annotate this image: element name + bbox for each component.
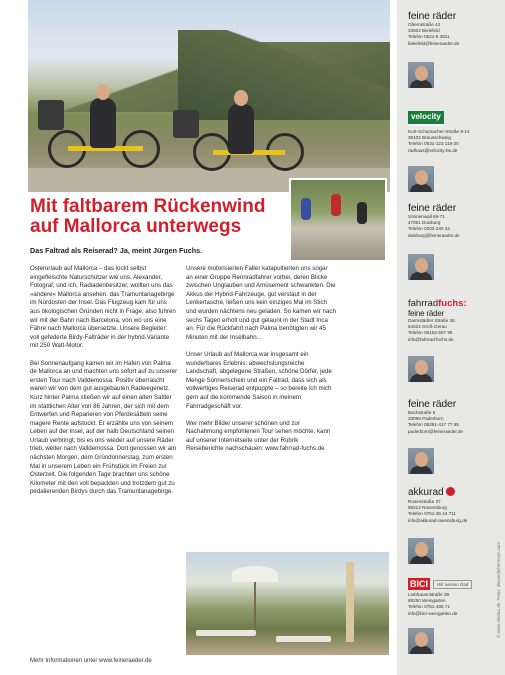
- article-column-1: [30, 265, 178, 506]
- hero-photo-cyclists: [28, 0, 390, 192]
- article-subheadline: Das Faltrad als Reiserad? Ja, meint Jürgen Fuchs.: [30, 246, 203, 255]
- dealer-weingarten: BICI Wir wissen Rad Liebfrauenstraße 39 88250 Weingarten Telefon 0751-486 71 info@bici-weingarten.de: [408, 578, 498, 617]
- dealer-portrait: [408, 538, 434, 564]
- article-column-2: [186, 265, 336, 463]
- article-headline: Mit faltbarem Rückenwind auf Mallorca unterwegs: [30, 196, 266, 237]
- dealer-portrait: [408, 356, 434, 382]
- velocity-logo: velocity: [408, 111, 444, 126]
- photo-credit: © www.velotaxi.de, Fotos: alexanderhermann.com: [496, 542, 501, 638]
- paragraph: Bei Sonnenaufgang kamen wir im Hafen von Palma de Mallorca an und machten uns sofort auf zu unserer ersten Tour nach Valldemossa. Positiv überrascht waren wir von dem gut ausgebauten Radwegenetz. Kurz hinter Palma stießen wir auf einen alten Sattler im stattlichen Alter von 86 Jahren, der sich mit dem Entwerfen und Reparieren von Pferdesätteln seine magere Rente aufstockt. Er erzählte uns von seinem Leben auf der Insel, auf der halb Deutschland seinen Urlaub verbringt, bis es uns wieder auf unsere Räder trieb, weiter nach Valldemossa. Dort genossen wir am nächsten Morgen, dem Gründonnerstag, zum ersten Mal in unserem Leben ein Frühstück im Freien zur Osterzeit. Die folgenden Tage brachten uns schöne Kilometer mit den voll bepackten und trotzdem gut zu pedalierenden Birdys durch das Tramuntanagebirge.: [30, 359, 178, 496]
- dealer-duisburg: feine räder Sonnenwall 69-71 47051 Duisburg Telefon 0203-240 32 duisburg@feineraeder.de: [408, 202, 498, 239]
- dealer-paderborn: feine räder Bachstraße 5 33098 Paderborn Telefon 05251-417 77 55 paderborn@feineraeder.de: [408, 398, 498, 435]
- dealer-ravensburg: akkurad Rosenstraße 37 88212 Ravensburg Telefon 0751-36 44 711 info@akkurad-ravensburg.de: [408, 487, 498, 524]
- footer-more-info: Mehr Informationen unter www.feineraeder.de: [30, 658, 152, 664]
- dealer-bielefeld: feine räder Obernstraße 42 33602 Bielefeld Telefon 0521-6 3811 bielefeld@feineraeder.de: [408, 10, 498, 47]
- dealer-portrait: [408, 62, 434, 88]
- paragraph: Osterurlaub auf Mallorca – das lockt selbst eingefleischte Naturschützer wie uns. Alexander, Fotograf, und ich, Radiadenbesitzer, wollten uns das »andere« Mallorca ansehen: das Tramuntanagebirge im Nordosten der Insel. Das Flugzeug kam für uns aus ökologischen Gründen nicht in Frage, also fuhren wir mit der Bahn nach Barcelona, von wo uns eine Fähre nach Mallorca übersetzte. Unsere Begleiter: voll gefederte Birdy-Falträder in der hybrid-Variante mit 250 Watt-Motor.: [30, 265, 176, 350]
- terrace-photo: [186, 552, 389, 655]
- dealer-gross-gerau: fahrradfuchs: feine räder Darmstädter Straße 36 64521 Groß-Gerau Telefon 06152-557 95 info@fahrrad-fuchs.de: [408, 298, 498, 343]
- paragraph: Unser Urlaub auf Mallorca war insgesamt ein wunderbares Erlebnis: abwechslungsreiche Landschaft, abgelegene Straßen, schöne Dörfer, jede Menge Sonnenschein und ein Faltrad, dass sich als vollwertiges Reiserad entpuppte – so bereite ich mich gern auf die kommende Saison in meinem Fahrradgeschäft vor.: [186, 350, 332, 410]
- paragraph: Unsere motorisierten Falter katapultierten uns sogar an einer Gruppe Rennradfahrer vorbei, deren Blicke zwischen Unglauben und Amüsement schwankten. Die Akkus der Hybrid-Fahrzeuge, gut verstaut in der Lenkertasche, ließen uns kein einziges Mal im Stich und wurden nächtens neu geladen. So kamen wir nach sechs Tagen erholt und gut gelaunt in der Stadt Inca an. Für die Rückfahrt nach Palma benötigten wir 45 Minuten mit der Inselbahn…: [186, 265, 336, 341]
- dealer-portrait: [408, 166, 434, 192]
- dealer-logo: feine räder: [408, 202, 456, 214]
- dealer-logo: feine räder: [408, 10, 456, 22]
- dealer-logo: feine räder: [408, 398, 456, 410]
- dealer-braunschweig: velocity Kurt-Schumacher-Straße 8-14 38102 Braunschweig Telefon 0531-123 118-20 radhaus@velocity-bs.de: [408, 112, 470, 153]
- dealer-portrait: [408, 448, 434, 474]
- dealer-portrait: [408, 628, 434, 654]
- fahrrad-fuchs-logo: fahrradfuchs:: [408, 298, 467, 309]
- dealer-portrait: [408, 254, 434, 280]
- akkurad-logo: akkurad: [408, 487, 498, 499]
- bici-logo: BICI Wir wissen Rad: [408, 578, 498, 590]
- paragraph: Wer mehr Bilder unserer schönen und zur Nachahmung empfohlenen Tour sehen möchte, kann auf unserer Internetseite unter der Rubrik Reiseberichte nachschauen: www.fahrrad-fuchs.de: [186, 419, 331, 453]
- akkurad-ring-icon: [446, 487, 455, 496]
